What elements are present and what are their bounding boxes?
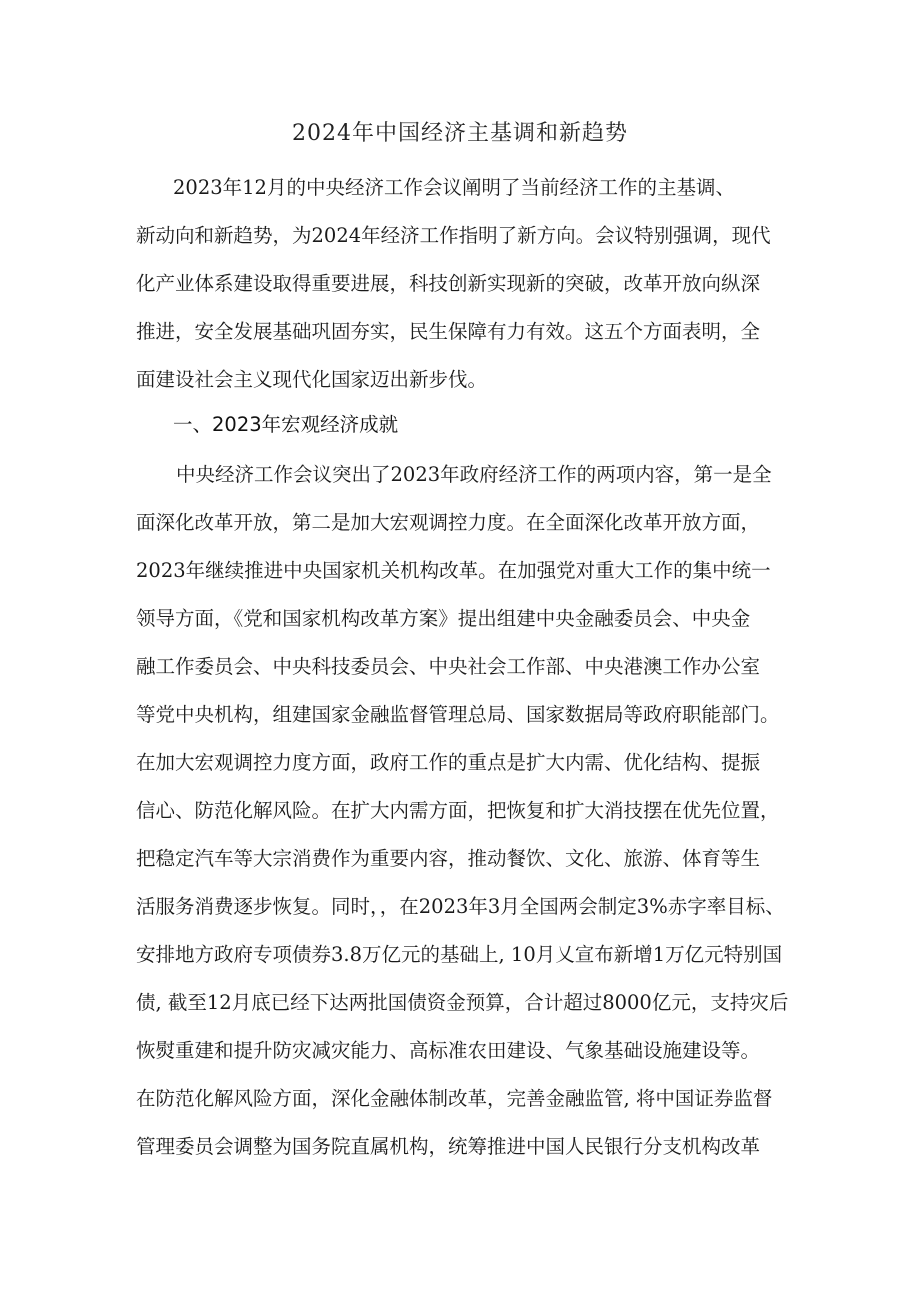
body-line: 融工作委员会、中央科技委员会、中央社会工作部、中央港澳工作办公室	[136, 655, 761, 678]
body-line: 把稳定汽车等大宗消费作为重要内容，推动餐饮、文化、旅游、体育等生	[136, 847, 761, 870]
body-line: 在加大宏观调控力度方面，政府工作的重点是扩大内需、优化结构、提振	[136, 751, 761, 774]
intro-line: 新动向和新趋势，为2024年经济工作指明了新方向。会议特别强调，现代	[136, 224, 771, 247]
intro-line: 面建设社会主义现代化国家迈出新步伐。	[136, 368, 488, 391]
body-line: 面深化改革开放，第二是加大宏观调控力度。在全面深化改革开放方面，	[136, 511, 761, 534]
body-line: 安排地方政府专项债券3.8万亿元的基础上, 10月乂宣布新增1万亿元特别国	[136, 943, 783, 966]
body-line: 等党中央机构，组建国家金融监督管理总局、国家数据局等政府职能部门。	[136, 703, 780, 726]
body-line: 2023年继续推进中央国家机关机构改革。在加强党对重大工作的集中统一	[136, 559, 771, 582]
intro-line: 2023年12月的中央经济工作会议阐明了当前经济工作的主基调、	[173, 176, 735, 199]
intro-line: 推进，安全发展基础巩固夯实，民生保障有力有效。这五个方面表明，全	[136, 320, 761, 343]
intro-line: 化产业体系建设取得重要进展，科技创新实现新的突破，改革开放向纵深	[136, 272, 761, 295]
body-line: 中央经济工作会议突出了2023年政府经济工作的两项内容，第一是全	[176, 463, 772, 486]
body-line: 在防范化解风险方面，深化金融体制改革，完善金融监管, 将中国证券监督	[136, 1087, 773, 1110]
body-line: 信心、防范化解风险。在扩大内需方面，把恢复和扩大消技摆在优先位置，	[136, 799, 780, 822]
body-line: 活服务消费逐步恢复。同时，，在2023年3月全国两会制定3%赤字率目标、	[136, 895, 785, 918]
body-line: 债, 截至12月底已经下达两批国债资金预算，合计超过8000亿元，支持灾后	[136, 991, 789, 1014]
body-line: 恢熨重建和提升防灾减灾能力、高标准农田建设、气象基础设施建设等。	[136, 1039, 761, 1062]
body-line: 领导方面，《党和国家机构改革方案》提出组建中央金融委员会、中央金	[136, 607, 751, 630]
section-heading: 一、2023年宏观经济成就	[173, 413, 399, 436]
document-title: 2024年中国经济主基调和新趋势	[292, 121, 628, 146]
body-line: 管理委员会调整为国务院直属机构，统筹推进中国人民银行分支机构改革	[136, 1135, 761, 1158]
